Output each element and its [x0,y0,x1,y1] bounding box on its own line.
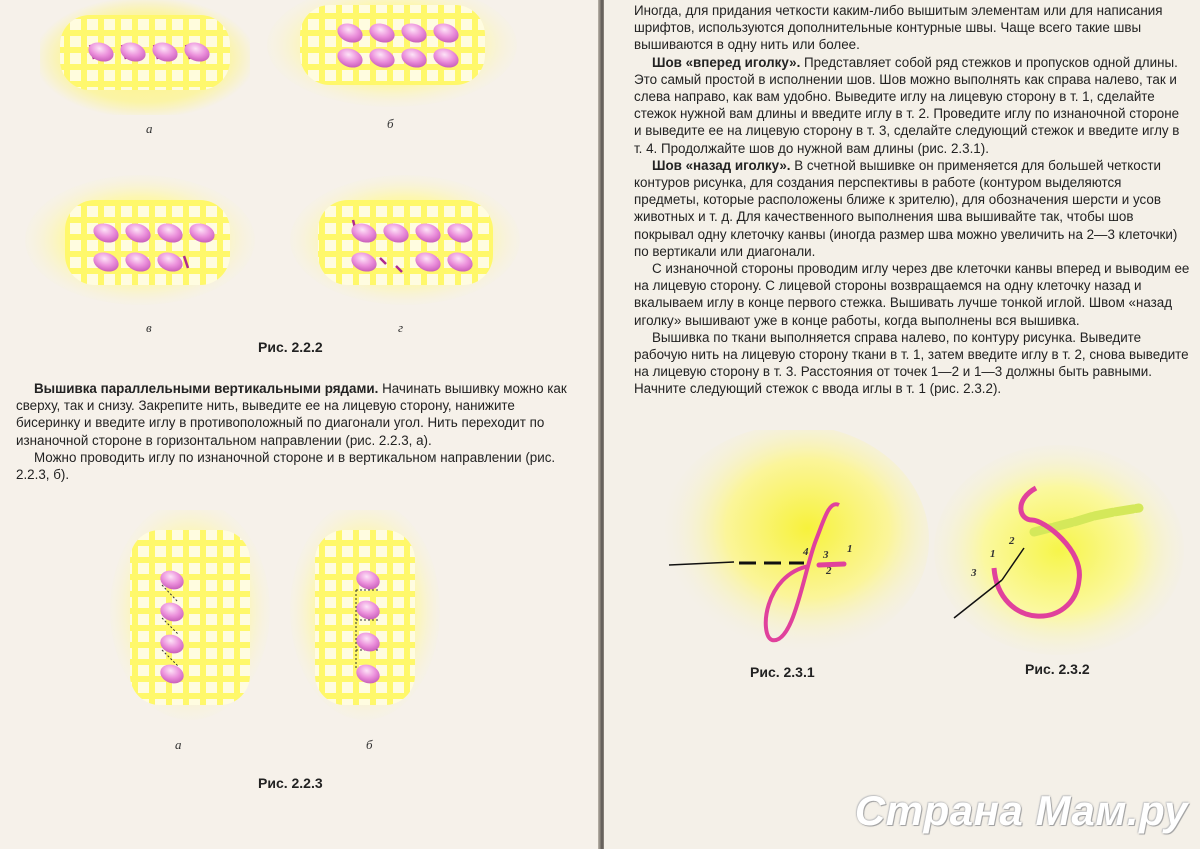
fig-222-label-b: б [387,116,394,131]
right-paragraph-2-text: Представляет собой ряд стежков и пропусков одной длины. Это самый простой в исполнении шов. Шов можно выполнять как справа налево, так и слева направо, как вам удобно. Выведите иглу на лицевую сторону в т. 1, сделайте стежок нужной вам длины и введите иглу в т. 2. Проведите иглу по изнаночной стороне и выведите ее на лицевую сторону в т. 3, сделайте следующий стежок и введите иглу в т. 4. Продолжайте шов до нужной вам длины (рис. 2.3.1). [634,54,1180,156]
right-paragraph-4: С изнаночной стороны проводим иглу через две клеточки канвы вперед и выводим ее на лицевую сторону. С лицевой стороны возвращаемся на одну клеточку назад и вкалываем иглу в конце первого стежка. Вышивать лучше тонкой иглой. Швом «назад иголку» вышивают уже в конце работы, когда выполнены вся вышивка. [634,261,1190,328]
left-body-text [16,380,582,483]
left-paragraph-2: Можно проводить иглу по изнаночной стороне и в вертикальном направлении (рис. 2.2.3, б). [16,449,556,483]
watermark: Страна Мам.ру [854,787,1188,834]
fig-231-caption: Рис. 2.3.1 [750,664,815,680]
fig-222-label-g: г [398,320,404,335]
left-paragraph-1-lead: Вышивка параллельными вертикальными рядами. [34,381,379,396]
fig-223-caption: Рис. 2.2.3 [258,775,323,791]
right-page [604,0,1200,849]
fig-222-caption: Рис. 2.2.2 [258,339,323,355]
fig-231-point-2: 2 [826,565,832,577]
fig-232-point-2: 2 [1009,535,1015,547]
fig-223-label-b: б [366,737,373,752]
fig-222-label-a: а [146,121,153,136]
right-paragraph-3-lead: Шов «назад иголку». [652,157,791,173]
left-paragraph-1-text: Начинать вышивку можно как сверху, так и снизу. Закрепите нить, выведите ее на лицевую сторону, нанижите бисеринку и введите иглу в противоположный по диагонали угол. Нить переходит по изнаночной стороне в горизонтальном направлении (рис. 2.2.3, а). [16,381,567,448]
right-paragraph-2 [634,54,1190,157]
fig-231-point-1: 1 [847,543,853,555]
fig-231-diagram [644,430,944,660]
fig-231-point-4: 4 [803,546,809,558]
fig-223-label-a: а [175,737,182,752]
right-paragraph-1: Иногда, для придания четкости каким-либо вышитым элементам или для написания шрифтов, используются дополнительные контурные швы. Чаще всего такие швы вышиваются в одну нить или более. [634,3,1163,53]
fig-232-point-3: 3 [971,567,977,579]
fig-232-diagram [924,440,1200,680]
fig-232-caption: Рис. 2.3.2 [1025,661,1090,677]
left-paragraph-1 [16,380,582,449]
fig-231-point-3: 3 [823,549,829,561]
fig-223-diagram [0,510,600,750]
right-paragraph-2-lead: Шов «вперед иголку». [652,54,801,70]
fig-222-panel-a [0,0,600,380]
right-paragraph-3 [634,157,1190,260]
right-body-text [634,2,1190,398]
fig-232-point-1: 1 [990,548,996,560]
right-paragraph-5: Вышивка по ткани выполняется справа налево, по контуру рисунка. Выведите рабочую нить на лицевую сторону ткани в т. 1, затем введите иглу в т. 2, снова выведите на лицевую сторону в т. 3. Расстояния от точек 1—2 и 1—3 должны быть равными. Начните следующий стежок с ввода иглы в т. 1 (рис. 2.3.2). [634,329,1189,397]
fig-222-label-v: в [146,320,152,335]
right-paragraph-3-text: В счетной вышивке он применяется для большей четкости контуров рисунка, для создания перспективы в работе (контуром выделяются предметы, которые расположены ближе к зрителю), для обозначения шерсти и усов животных и т. д. Для качественного выполнения шва вышивайте так, чтобы шов покрывал одну клеточку канвы (иногда размер шва можно увеличить на 2—3 клеточки) по вертикали или диагонали. [634,157,1178,259]
